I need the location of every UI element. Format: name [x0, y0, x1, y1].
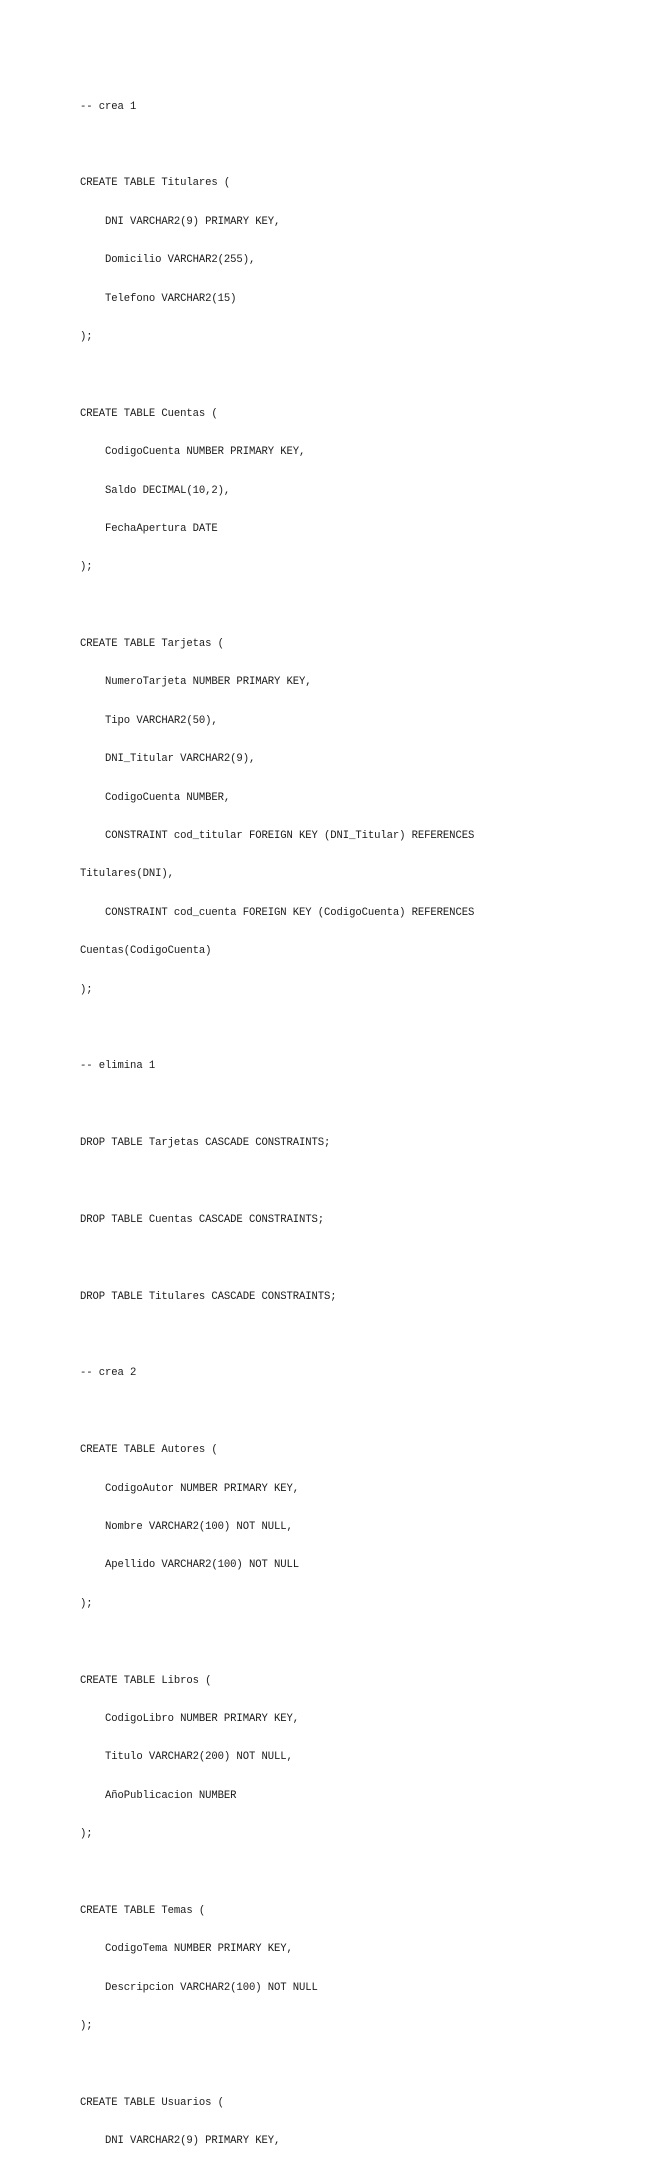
- code-line: [80, 1867, 580, 1880]
- code-line: Nombre VARCHAR2(100) NOT NULL,: [80, 1521, 293, 1534]
- code-line: [80, 139, 580, 152]
- code-line: [80, 1099, 580, 1112]
- code-line: Cuentas(CodigoCuenta): [80, 945, 212, 958]
- code-line: CONSTRAINT cod_cuenta FOREIGN KEY (CodigoCuenta) REFERENCES: [80, 906, 475, 919]
- code-line: DNI VARCHAR2(9) PRIMARY KEY,: [80, 215, 281, 228]
- code-line: CONSTRAINT cod_titular FOREIGN KEY (DNI_Titular) REFERENCES: [80, 830, 475, 843]
- code-line: DROP TABLE Titulares CASCADE CONSTRAINTS;: [80, 1290, 337, 1303]
- code-line: Titulares(DNI),: [80, 868, 174, 881]
- code-line: CodigoCuenta NUMBER,: [80, 791, 231, 804]
- code-line: );: [80, 2020, 93, 2033]
- code-line: -- elimina 1: [80, 1060, 156, 1073]
- code-line: -- crea 2: [80, 1367, 137, 1380]
- code-line: CREATE TABLE Usuarios (: [80, 2096, 224, 2109]
- code-line: CodigoCuenta NUMBER PRIMARY KEY,: [80, 446, 306, 459]
- code-line: CREATE TABLE Titulares (: [80, 177, 231, 190]
- code-line: Apellido VARCHAR2(100) NOT NULL: [80, 1559, 300, 1572]
- code-line: Saldo DECIMAL(10,2),: [80, 484, 231, 497]
- sql-code-block: [80, 75, 580, 2174]
- code-line: DNI VARCHAR2(9) PRIMARY KEY,: [80, 2135, 281, 2148]
- code-line: Titulo VARCHAR2(200) NOT NULL,: [80, 1751, 293, 1764]
- code-line: AñoPublicacion NUMBER: [80, 1789, 237, 1802]
- code-line: CREATE TABLE Temas (: [80, 1904, 206, 1917]
- code-line: [80, 2059, 580, 2072]
- code-line: [80, 1022, 580, 1035]
- code-line: FechaApertura DATE: [80, 522, 218, 535]
- code-line: Telefono VARCHAR2(15): [80, 292, 237, 305]
- code-line: DNI_Titular VARCHAR2(9),: [80, 753, 256, 766]
- code-line: NumeroTarjeta NUMBER PRIMARY KEY,: [80, 676, 312, 689]
- code-line: Descripcion VARCHAR2(100) NOT NULL: [80, 1981, 318, 1994]
- code-line: );: [80, 983, 93, 996]
- code-line: [80, 1252, 580, 1265]
- code-line: CREATE TABLE Cuentas (: [80, 407, 218, 420]
- code-line: CREATE TABLE Tarjetas (: [80, 638, 224, 651]
- code-line: [80, 1176, 580, 1189]
- code-line: [80, 1329, 580, 1342]
- code-line: CREATE TABLE Autores (: [80, 1444, 218, 1457]
- code-line: CodigoLibro NUMBER PRIMARY KEY,: [80, 1713, 300, 1725]
- code-line: -- crea 1: [80, 100, 137, 113]
- code-line: CodigoAutor NUMBER PRIMARY KEY,: [80, 1482, 300, 1495]
- code-line: [80, 600, 580, 613]
- code-line: [80, 1636, 580, 1649]
- code-line: CodigoTema NUMBER PRIMARY KEY,: [80, 1943, 293, 1956]
- code-line: );: [80, 1828, 93, 1841]
- code-line: );: [80, 1597, 93, 1610]
- code-line: DROP TABLE Tarjetas CASCADE CONSTRAINTS;: [80, 1137, 331, 1150]
- code-line: [80, 1406, 580, 1419]
- code-line: CREATE TABLE Libros (: [80, 1674, 212, 1687]
- code-line: );: [80, 561, 93, 574]
- code-line: DROP TABLE Cuentas CASCADE CONSTRAINTS;: [80, 1213, 325, 1226]
- code-line: [80, 369, 580, 382]
- code-line: Tipo VARCHAR2(50),: [80, 714, 218, 727]
- code-line: Domicilio VARCHAR2(255),: [80, 254, 256, 267]
- code-line: );: [80, 330, 93, 343]
